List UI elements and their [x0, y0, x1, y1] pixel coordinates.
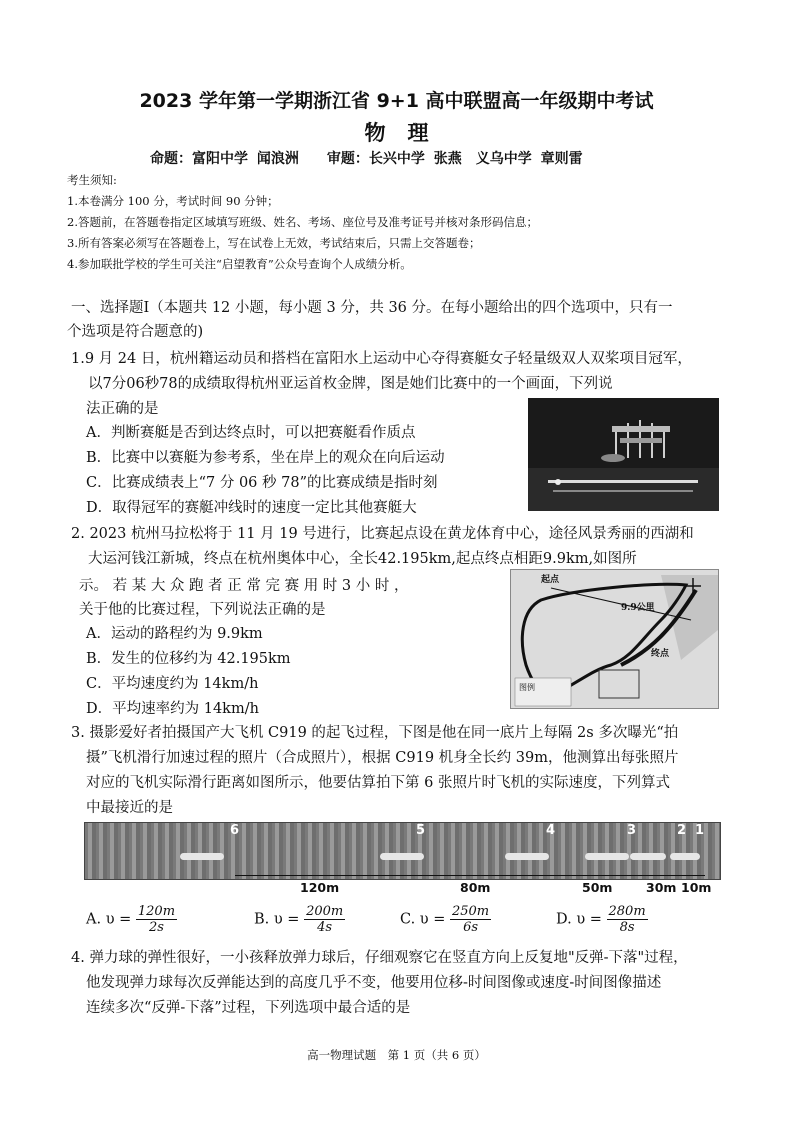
q2-line1: 2. 2023 杭州马拉松将于 11 月 19 号进行，比赛起点设在黄龙体育中心，途径风景秀丽的西湖和 [71, 526, 694, 542]
q2-line4: 关于他的比赛过程，下列说法正确的是 [79, 602, 326, 618]
q4-line1: 4. 弹力球的弹性很好，一小孩释放弹力球后，仔细观察它在竖直方向上反复地"反弹-下落"过程， [71, 950, 688, 966]
q1-option-a: A．判断赛艇是否到达终点时，可以把赛艇看作质点 [86, 425, 416, 441]
q3-line3: 对应的飞机实际滑行距离如图所示，他要估算拍下第 6 张照片时飞机的实际速度，下列算式 [86, 775, 670, 791]
section-heading-line1: 一、选择题Ⅰ（本题共 12 小题，每小题 3 分，共 36 分。在每小题给出的四个选项中，只有一 [71, 300, 673, 316]
marathon-map [510, 569, 719, 709]
page-footer: 高一物理试题 第 1 页（共 6 页） [307, 1048, 486, 1062]
c919-composite-photo [84, 822, 721, 880]
shot-number: 5 [416, 823, 426, 838]
distance-label: 30m [646, 880, 677, 895]
q2-option-d: D．平均速率约为 14km/h [86, 701, 259, 717]
shot-number: 3 [627, 823, 637, 838]
distance-axis [235, 875, 705, 876]
shot-number: 1 [695, 823, 705, 838]
distance-label: 120m [300, 880, 340, 895]
q3-option-b: B. υ = $\frac{200m}{4s}$ [254, 904, 344, 935]
authors-line: 命题：富阳中学 闻浪洲 审题：长兴中学 张燕 义乌中学 章则雷 [150, 151, 583, 167]
q2-option-a: A．运动的路程约为 9.9km [86, 626, 263, 642]
note-item: 2.答题前，在答题卷指定区域填写班级、姓名、考场、座位号及准考证号并核对条形码信息； [67, 215, 538, 229]
plane-exposure [630, 853, 666, 860]
q3-option-d: D. υ = $\frac{280m}{8s}$ [556, 904, 646, 935]
q3-line1: 3. 摄影爱好者拍摄国产大飞机 C919 的起飞过程，下图是他在同一底片上每隔 2s 多次曝光“拍 [71, 725, 679, 741]
plane-exposure [505, 853, 549, 860]
plane-exposure [180, 853, 224, 860]
distance-label: 50m [582, 880, 613, 895]
q3-line4: 中最接近的是 [86, 800, 173, 816]
q3-line2: 摄”飞机滑行加速过程的照片（合成照片），根据 C919 机身全长约 39m，他测算出每张照片 [86, 750, 679, 766]
rowing-photo [528, 398, 719, 511]
shot-number: 6 [230, 823, 240, 838]
q1-line2: 以7分06秒78的成绩取得杭州亚运首枚金牌，图是她们比赛中的一个画面，下列说 [88, 376, 613, 392]
notes-heading: 考生须知: [67, 173, 117, 187]
q2-line2: 大运河钱江新城，终点在杭州奥体中心，全长42.195km,起点终点相距9.9km,如图所 [88, 551, 637, 567]
plane-exposure [380, 853, 424, 860]
distance-label: 80m [460, 880, 491, 895]
note-item: 1.本卷满分 100 分，考试时间 90 分钟； [67, 194, 279, 208]
q3-option-a: A. υ = $\frac{120m}{2s}$ [86, 904, 176, 935]
q4-line2: 他发现弹力球每次反弹能达到的高度几乎不变，他要用位移-时间图像或速度-时间图像描述 [86, 975, 662, 991]
shot-number: 4 [546, 823, 556, 838]
q1-option-d: D．取得冠军的赛艇冲线时的速度一定比其他赛艇大 [86, 500, 417, 516]
plane-exposure [670, 853, 700, 860]
map-start-label: 起点 [541, 575, 560, 585]
q2-option-c: C．平均速度约为 14km/h [86, 676, 259, 692]
plane-exposure [585, 853, 629, 860]
note-item: 4.参加联批学校的学生可关注“启望教育”公众号查询个人成绩分析。 [67, 257, 412, 271]
q1-option-b: B．比赛中以赛艇为参考系，坐在岸上的观众在向后运动 [86, 450, 445, 466]
map-end-label: 终点 [651, 649, 670, 659]
q1-line3: 法正确的是 [86, 401, 159, 417]
q1-option-c: C．比赛成绩表上“7 分 06 秒 78”的比赛成绩是指时刻 [86, 475, 438, 491]
note-item: 3.所有答案必须写在答题卷上，写在试卷上无效，考试结束后，只需上交答题卷； [67, 236, 481, 250]
section-heading-line2: 个选项是符合题意的) [67, 324, 204, 340]
q3-option-c: C. υ = $\frac{250m}{6s}$ [400, 904, 490, 935]
map-legend-label: 图例 [519, 683, 535, 692]
q4-line3: 连续多次“反弹-下落”过程，下列选项中最合适的是 [86, 1000, 411, 1016]
map-distance-label: 9.9公里 [621, 603, 655, 613]
subject-title: 物理 [364, 121, 451, 145]
shot-number: 2 [677, 823, 687, 838]
distance-label: 10m [681, 880, 712, 895]
exam-title: 2023 学年第一学期浙江省 9+1 高中联盟高一年级期中考试 [139, 90, 654, 112]
q2-option-b: B．发生的位移约为 42.195km [86, 651, 291, 667]
q1-line1: 1.9 月 24 日，杭州籍运动员和搭档在富阳水上运动中心夺得赛艇女子轻量级双人双桨项目冠军， [71, 351, 692, 367]
q2-line3: 示。 若 某 大 众 跑 者 正 常 完 赛 用 时 3 小 时 ， [79, 578, 409, 594]
